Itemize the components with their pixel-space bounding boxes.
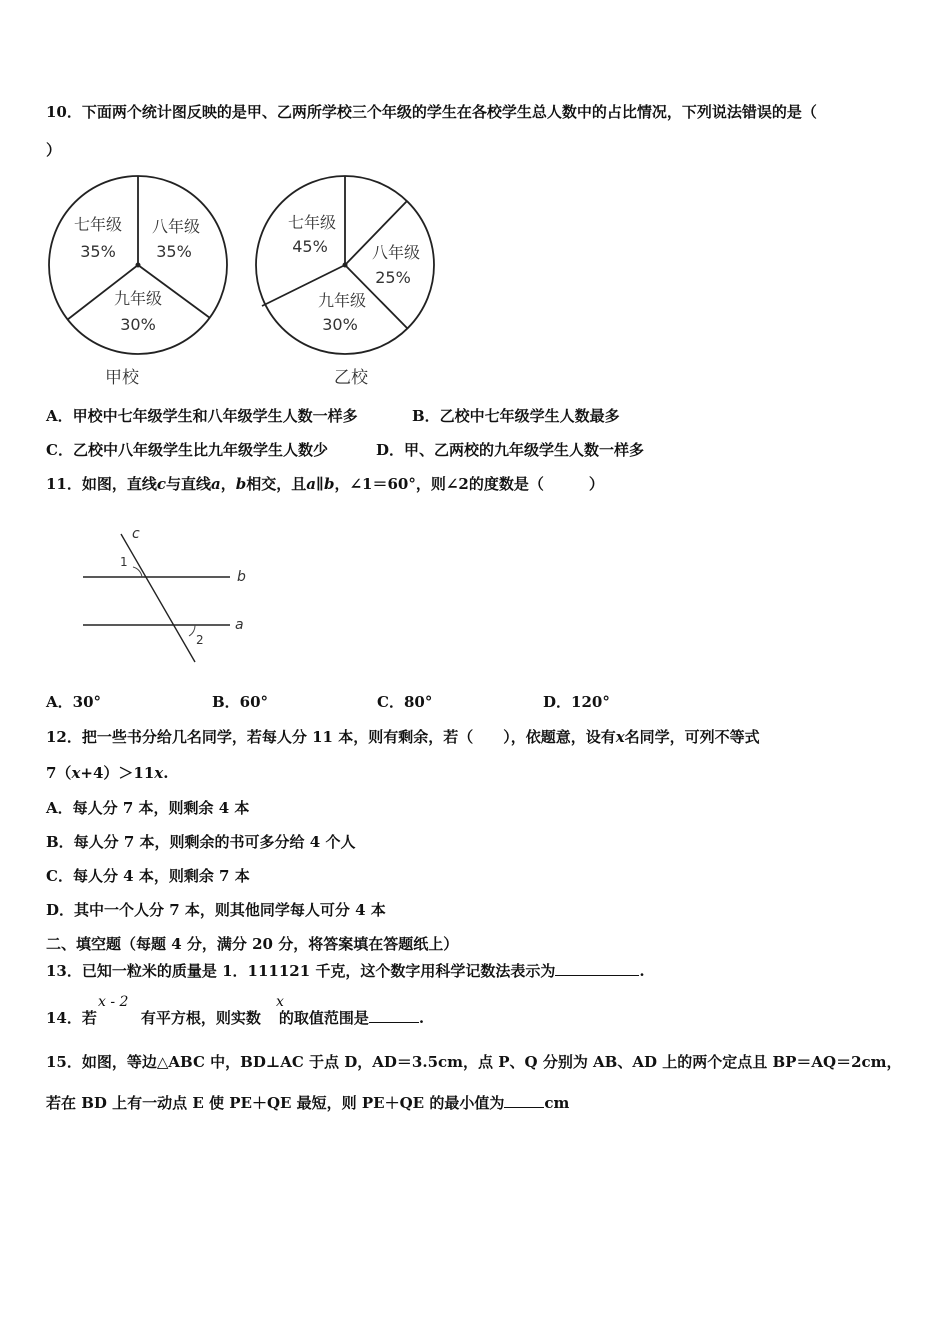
q11-var-a: a (211, 475, 221, 493)
q11-var-b: b (235, 475, 247, 493)
q12-option-d[interactable]: D．其中一个人分 7 本，则其他同学每人可分 4 本 (46, 901, 386, 919)
q10-option-a[interactable]: A．甲校中七年级学生和八年级学生人数一样多 (46, 407, 358, 425)
q12-inequality (46, 763, 168, 783)
q11-var-c: c (156, 475, 167, 493)
q11-parallel-symbol: ∥ (316, 475, 324, 493)
pie-yi-pct7: 45% (292, 237, 328, 256)
q11-stem-p4: 相交，且 (246, 475, 307, 493)
q15-answer-blank[interactable] (504, 1091, 544, 1108)
line-c (121, 534, 195, 662)
q11-option-a[interactable]: A．30° (46, 693, 102, 711)
pie-jia-pct8: 35% (156, 242, 192, 261)
q11-stem-p2: 与直线 (166, 475, 212, 493)
q12-option-c[interactable]: C．每人分 4 本，则剩余 7 本 (46, 867, 250, 885)
q12-ineq-p1: 7（ (46, 764, 72, 782)
q14-stem (46, 1006, 424, 1028)
q12-option-a[interactable]: A．每人分 7 本，则剩余 4 本 (46, 799, 250, 817)
q12-ineq-x1: x (71, 764, 81, 782)
q11-parallel-a: a (306, 475, 317, 493)
angle-2-arc (189, 625, 195, 636)
pie-yi (256, 176, 434, 388)
pie-jia-grade9: 九年级 (113, 289, 163, 308)
pie-jia-pct9: 30% (120, 315, 156, 334)
label-c: c (132, 526, 140, 542)
q11-stem (46, 474, 604, 494)
q13-stem (46, 959, 645, 981)
q12-ineq-p3: . (163, 764, 169, 782)
pie-jia-caption: 甲校 (105, 368, 139, 388)
q12-option-b[interactable]: B．每人分 7 本，则剩余的书可多分给 4 个人 (46, 833, 356, 851)
q10-pie-charts (40, 170, 450, 392)
q15-unit: cm (544, 1094, 570, 1112)
q11-option-c[interactable]: C．80° (377, 693, 433, 711)
pie-yi-grade7: 七年级 (287, 213, 337, 232)
q12-stem-p1: 12．把一些书分给几名同学，若每人分 11 本，则有剩余，若（ ），依题意，设有 (46, 728, 616, 746)
q15-line2 (46, 1091, 569, 1113)
q11-stem-p5: ，∠1＝60°，则∠2的度数是（ ） (334, 475, 604, 493)
q11-stem-p1: 11．如图，直线 (46, 475, 157, 493)
pie-jia-center (136, 263, 141, 268)
q15-line1: 15．如图，等边△ABC 中，BD⊥AC 于点 D，AD＝3.5cm，点 P、Q 分别为 AB、AD 上的两个定点且 BP＝AQ＝2cm， (46, 1053, 902, 1071)
q10-option-b[interactable]: B．乙校中七年级学生人数最多 (412, 407, 620, 425)
q10-stem-line1: 10．下面两个统计图反映的是甲、乙两所学校三个年级的学生在各校学生总人数中的占比情况，下列说法错误的是（ (46, 103, 817, 121)
pie-yi-center (343, 263, 348, 268)
q12-stem-p2: 名同学，可列不等式 (624, 728, 760, 746)
q14-p2: 有平方根，则实数 (140, 1009, 261, 1027)
q14-sup-var-x: x (276, 994, 284, 1010)
q11-figure (75, 522, 265, 672)
q11-stem-p3: ， (220, 475, 236, 493)
pie-yi-grade8: 八年级 (371, 243, 421, 262)
pie-jia (49, 176, 227, 388)
q13-text: 13．已知一粒米的质量是 1．111121 千克，这个数字用科学记数法表示为 (46, 962, 556, 980)
q14-expression: x - 2 (98, 994, 129, 1010)
pie-jia-grade8: 八年级 (151, 217, 201, 236)
pie-yi-caption: 乙校 (334, 368, 368, 388)
q12-ineq-x2: x (154, 764, 164, 782)
section-2-heading: 二、填空题（每题 4 分，满分 20 分，将答案填在答题纸上） (46, 935, 459, 953)
pie-jia-pct7: 35% (80, 242, 116, 261)
pie-jia-grade7: 七年级 (73, 215, 123, 234)
q11-option-d[interactable]: D．120° (543, 693, 610, 711)
label-angle-1: 1 (120, 555, 128, 569)
q13-end: . (639, 962, 645, 980)
label-angle-2: 2 (196, 633, 204, 647)
q14-p1: 14．若 (46, 1009, 97, 1027)
q12-ineq-p2: +4）＞11 (80, 764, 155, 782)
q12-stem (46, 727, 760, 747)
pie-yi-grade9: 九年级 (317, 291, 367, 310)
q11-option-b[interactable]: B．60° (212, 693, 269, 711)
q10-option-d[interactable]: D．甲、乙两校的九年级学生人数一样多 (376, 441, 645, 459)
q13-answer-blank[interactable] (555, 959, 639, 976)
q11-parallel-b: b (323, 475, 335, 493)
pie-yi-pct8: 25% (375, 268, 411, 287)
q14-answer-blank[interactable] (369, 1006, 419, 1023)
q14-p3: 的取值范围是 (278, 1009, 369, 1027)
pie-yi-pct9: 30% (322, 315, 358, 334)
label-a: a (235, 617, 244, 633)
q10-option-c[interactable]: C．乙校中八年级学生比九年级学生人数少 (46, 441, 328, 459)
label-b: b (237, 569, 246, 585)
q14-end: . (418, 1009, 425, 1027)
q10-stem-line2: ） (46, 141, 62, 159)
q15-line2-text: 若在 BD 上有一动点 E 使 PE＋QE 最短，则 PE＋QE 的最小值为 (46, 1094, 505, 1112)
q12-var-x: x (615, 728, 625, 746)
